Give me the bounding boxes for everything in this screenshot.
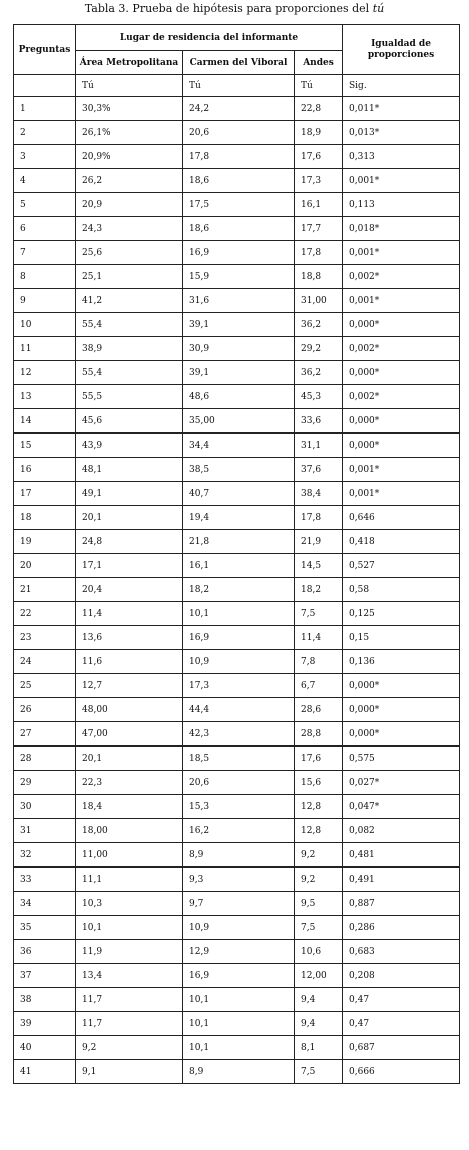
carmen-del-viboral-value: 30,9 [183,337,295,361]
area-metropolitana-value: 11,7 [76,1012,183,1036]
question-number: 4 [14,169,76,193]
area-metropolitana-value: 43,9 [76,433,183,458]
andes-value: 7,5 [295,916,343,940]
carmen-del-viboral-value: 35,00 [183,409,295,434]
question-number: 14 [14,409,76,434]
table-row [14,121,460,145]
significance-value: 0,113 [343,193,460,217]
table-row [14,241,460,265]
question-number: 18 [14,506,76,530]
significance-value: 0,000* [343,698,460,722]
andes-value: 14,5 [295,554,343,578]
andes-value: 9,4 [295,1012,343,1036]
area-metropolitana-value: 11,1 [76,867,183,892]
table-row [14,554,460,578]
question-number: 12 [14,361,76,385]
significance-value: 0,418 [343,530,460,554]
carmen-del-viboral-value: 44,4 [183,698,295,722]
significance-value: 0,491 [343,867,460,892]
carmen-del-viboral-value: 15,3 [183,795,295,819]
carmen-del-viboral-value: 39,1 [183,361,295,385]
andes-value: 9,5 [295,892,343,916]
area-metropolitana-value: 11,4 [76,602,183,626]
header-area-metropolitana: Área Metropolitana [76,51,183,75]
area-metropolitana-value: 11,00 [76,843,183,868]
question-number: 7 [14,241,76,265]
header-preguntas: Preguntas [14,25,76,75]
question-number: 27 [14,722,76,747]
andes-value: 16,1 [295,193,343,217]
table-row [14,771,460,795]
andes-value: 31,1 [295,433,343,458]
area-metropolitana-value: 11,9 [76,940,183,964]
carmen-del-viboral-value: 9,7 [183,892,295,916]
header-igualdad-proporciones: Igualdad de proporciones [343,25,460,75]
header-lugar-residencia: Lugar de residencia del informante [76,25,343,51]
carmen-del-viboral-value: 15,9 [183,265,295,289]
carmen-del-viboral-value: 18,2 [183,578,295,602]
subheader-tu-andes: Tú [295,75,343,97]
andes-value: 29,2 [295,337,343,361]
carmen-del-viboral-value: 8,9 [183,1060,295,1084]
area-metropolitana-value: 30,3% [76,97,183,121]
table-row [14,746,460,771]
area-metropolitana-value: 45,6 [76,409,183,434]
question-number: 5 [14,193,76,217]
significance-value: 0,47 [343,988,460,1012]
area-metropolitana-value: 24,8 [76,530,183,554]
table-row [14,482,460,506]
table-row [14,988,460,1012]
carmen-del-viboral-value: 21,8 [183,530,295,554]
carmen-del-viboral-value: 16,9 [183,626,295,650]
question-number: 41 [14,1060,76,1084]
significance-value: 0,001* [343,458,460,482]
carmen-del-viboral-value: 12,9 [183,940,295,964]
question-number: 21 [14,578,76,602]
area-metropolitana-value: 9,2 [76,1036,183,1060]
andes-value: 10,6 [295,940,343,964]
carmen-del-viboral-value: 34,4 [183,433,295,458]
andes-value: 7,5 [295,1060,343,1084]
carmen-del-viboral-value: 38,5 [183,458,295,482]
area-metropolitana-value: 20,1 [76,506,183,530]
andes-value: 8,1 [295,1036,343,1060]
table-caption [0,2,469,16]
question-number: 38 [14,988,76,1012]
andes-value: 17,6 [295,145,343,169]
carmen-del-viboral-value: 16,9 [183,964,295,988]
table-row [14,1036,460,1060]
table-row [14,506,460,530]
subheader-empty [14,75,76,97]
hypothesis-table [13,24,460,1084]
question-number: 3 [14,145,76,169]
table-row [14,964,460,988]
andes-value: 21,9 [295,530,343,554]
andes-value: 36,2 [295,313,343,337]
andes-value: 12,8 [295,795,343,819]
carmen-del-viboral-value: 17,5 [183,193,295,217]
header-carmen-del-viboral: Carmen del Viboral [183,51,295,75]
andes-value: 28,8 [295,722,343,747]
question-number: 6 [14,217,76,241]
area-metropolitana-value: 13,6 [76,626,183,650]
question-number: 31 [14,819,76,843]
carmen-del-viboral-value: 8,9 [183,843,295,868]
table-row [14,193,460,217]
area-metropolitana-value: 13,4 [76,964,183,988]
table-row [14,217,460,241]
andes-value: 45,3 [295,385,343,409]
question-number: 1 [14,97,76,121]
table-row [14,674,460,698]
andes-value: 36,2 [295,361,343,385]
significance-value: 0,011* [343,97,460,121]
carmen-del-viboral-value: 9,3 [183,867,295,892]
question-number: 17 [14,482,76,506]
area-metropolitana-value: 55,5 [76,385,183,409]
area-metropolitana-value: 18,4 [76,795,183,819]
andes-value: 37,6 [295,458,343,482]
subheader-tu-area: Tú [76,75,183,97]
significance-value: 0,002* [343,385,460,409]
carmen-del-viboral-value: 20,6 [183,121,295,145]
area-metropolitana-value: 47,00 [76,722,183,747]
andes-value: 17,7 [295,217,343,241]
question-number: 30 [14,795,76,819]
andes-value: 12,8 [295,819,343,843]
andes-value: 18,2 [295,578,343,602]
significance-value: 0,666 [343,1060,460,1084]
question-number: 24 [14,650,76,674]
significance-value: 0,58 [343,578,460,602]
significance-value: 0,47 [343,1012,460,1036]
andes-value: 33,6 [295,409,343,434]
area-metropolitana-value: 11,7 [76,988,183,1012]
table-row [14,530,460,554]
significance-value: 0,001* [343,169,460,193]
area-metropolitana-value: 12,7 [76,674,183,698]
table-row [14,819,460,843]
question-number: 19 [14,530,76,554]
subheader-tu-carmen: Tú [183,75,295,97]
area-metropolitana-value: 25,6 [76,241,183,265]
table-body [14,97,460,1084]
caption-text: Tabla 3. Prueba de hipótesis para proporciones del [84,2,373,15]
question-number: 26 [14,698,76,722]
andes-value: 9,4 [295,988,343,1012]
table-row [14,313,460,337]
significance-value: 0,000* [343,361,460,385]
carmen-del-viboral-value: 17,3 [183,674,295,698]
table-row [14,892,460,916]
andes-value: 9,2 [295,867,343,892]
carmen-del-viboral-value: 48,6 [183,385,295,409]
significance-value: 0,027* [343,771,460,795]
andes-value: 38,4 [295,482,343,506]
table-row [14,265,460,289]
area-metropolitana-value: 25,1 [76,265,183,289]
andes-value: 17,8 [295,241,343,265]
question-number: 36 [14,940,76,964]
area-metropolitana-value: 17,1 [76,554,183,578]
andes-value: 31,00 [295,289,343,313]
carmen-del-viboral-value: 24,2 [183,97,295,121]
carmen-del-viboral-value: 20,6 [183,771,295,795]
question-number: 29 [14,771,76,795]
question-number: 32 [14,843,76,868]
area-metropolitana-value: 20,9% [76,145,183,169]
question-number: 23 [14,626,76,650]
question-number: 39 [14,1012,76,1036]
table-row [14,289,460,313]
significance-value: 0,15 [343,626,460,650]
carmen-del-viboral-value: 18,5 [183,746,295,771]
significance-value: 0,001* [343,241,460,265]
area-metropolitana-value: 38,9 [76,337,183,361]
carmen-del-viboral-value: 31,6 [183,289,295,313]
area-metropolitana-value: 11,6 [76,650,183,674]
significance-value: 0,887 [343,892,460,916]
table-row [14,458,460,482]
andes-value: 22,8 [295,97,343,121]
area-metropolitana-value: 18,00 [76,819,183,843]
area-metropolitana-value: 20,9 [76,193,183,217]
significance-value: 0,000* [343,313,460,337]
table-row [14,795,460,819]
andes-value: 6,7 [295,674,343,698]
significance-value: 0,000* [343,722,460,747]
question-number: 25 [14,674,76,698]
table-row [14,916,460,940]
carmen-del-viboral-value: 10,1 [183,602,295,626]
carmen-del-viboral-value: 18,6 [183,217,295,241]
significance-value: 0,687 [343,1036,460,1060]
table-row [14,385,460,409]
area-metropolitana-value: 22,3 [76,771,183,795]
table-row [14,409,460,434]
table-row [14,650,460,674]
table-row [14,145,460,169]
carmen-del-viboral-value: 17,8 [183,145,295,169]
area-metropolitana-value: 55,4 [76,361,183,385]
table-row [14,433,460,458]
carmen-del-viboral-value: 16,2 [183,819,295,843]
significance-value: 0,000* [343,674,460,698]
question-number: 8 [14,265,76,289]
area-metropolitana-value: 26,2 [76,169,183,193]
carmen-del-viboral-value: 19,4 [183,506,295,530]
carmen-del-viboral-value: 16,1 [183,554,295,578]
header-andes: Andes [295,51,343,75]
table-row [14,169,460,193]
area-metropolitana-value: 48,1 [76,458,183,482]
area-metropolitana-value: 24,3 [76,217,183,241]
carmen-del-viboral-value: 16,9 [183,241,295,265]
question-number: 34 [14,892,76,916]
significance-value: 0,136 [343,650,460,674]
question-number: 22 [14,602,76,626]
significance-value: 0,000* [343,409,460,434]
question-number: 33 [14,867,76,892]
area-metropolitana-value: 10,1 [76,916,183,940]
table-row [14,626,460,650]
carmen-del-viboral-value: 10,9 [183,650,295,674]
table-row [14,337,460,361]
table-row [14,867,460,892]
carmen-del-viboral-value: 42,3 [183,722,295,747]
subheader-sig: Sig. [343,75,460,97]
andes-value: 28,6 [295,698,343,722]
area-metropolitana-value: 55,4 [76,313,183,337]
carmen-del-viboral-value: 10,1 [183,1036,295,1060]
question-number: 10 [14,313,76,337]
question-number: 16 [14,458,76,482]
significance-value: 0,018* [343,217,460,241]
significance-value: 0,683 [343,940,460,964]
andes-value: 18,8 [295,265,343,289]
significance-value: 0,527 [343,554,460,578]
table-row [14,843,460,868]
significance-value: 0,001* [343,482,460,506]
question-number: 2 [14,121,76,145]
andes-value: 15,6 [295,771,343,795]
andes-value: 11,4 [295,626,343,650]
area-metropolitana-value: 10,3 [76,892,183,916]
significance-value: 0,002* [343,265,460,289]
andes-value: 7,5 [295,602,343,626]
andes-value: 18,9 [295,121,343,145]
table-row [14,1060,460,1084]
question-number: 13 [14,385,76,409]
significance-value: 0,125 [343,602,460,626]
andes-value: 17,6 [295,746,343,771]
significance-value: 0,646 [343,506,460,530]
andes-value: 17,3 [295,169,343,193]
carmen-del-viboral-value: 10,1 [183,1012,295,1036]
area-metropolitana-value: 20,4 [76,578,183,602]
table-row [14,1012,460,1036]
question-number: 37 [14,964,76,988]
andes-value: 7,8 [295,650,343,674]
significance-value: 0,082 [343,819,460,843]
question-number: 20 [14,554,76,578]
area-metropolitana-value: 41,2 [76,289,183,313]
significance-value: 0,001* [343,289,460,313]
table-row [14,698,460,722]
andes-value: 12,00 [295,964,343,988]
question-number: 35 [14,916,76,940]
area-metropolitana-value: 20,1 [76,746,183,771]
area-metropolitana-value: 48,00 [76,698,183,722]
table-row [14,578,460,602]
carmen-del-viboral-value: 40,7 [183,482,295,506]
significance-value: 0,000* [343,433,460,458]
area-metropolitana-value: 49,1 [76,482,183,506]
question-number: 11 [14,337,76,361]
question-number: 40 [14,1036,76,1060]
question-number: 9 [14,289,76,313]
table-row [14,602,460,626]
significance-value: 0,286 [343,916,460,940]
andes-value: 17,8 [295,506,343,530]
question-number: 15 [14,433,76,458]
table-row [14,940,460,964]
significance-value: 0,208 [343,964,460,988]
carmen-del-viboral-value: 18,6 [183,169,295,193]
table-row [14,361,460,385]
significance-value: 0,013* [343,121,460,145]
andes-value: 9,2 [295,843,343,868]
table-row [14,97,460,121]
significance-value: 0,575 [343,746,460,771]
carmen-del-viboral-value: 10,9 [183,916,295,940]
caption-emphasis: tú [372,2,385,15]
significance-value: 0,047* [343,795,460,819]
carmen-del-viboral-value: 10,1 [183,988,295,1012]
carmen-del-viboral-value: 39,1 [183,313,295,337]
significance-value: 0,002* [343,337,460,361]
significance-value: 0,481 [343,843,460,868]
question-number: 28 [14,746,76,771]
significance-value: 0,313 [343,145,460,169]
area-metropolitana-value: 9,1 [76,1060,183,1084]
area-metropolitana-value: 26,1% [76,121,183,145]
table-row [14,722,460,747]
